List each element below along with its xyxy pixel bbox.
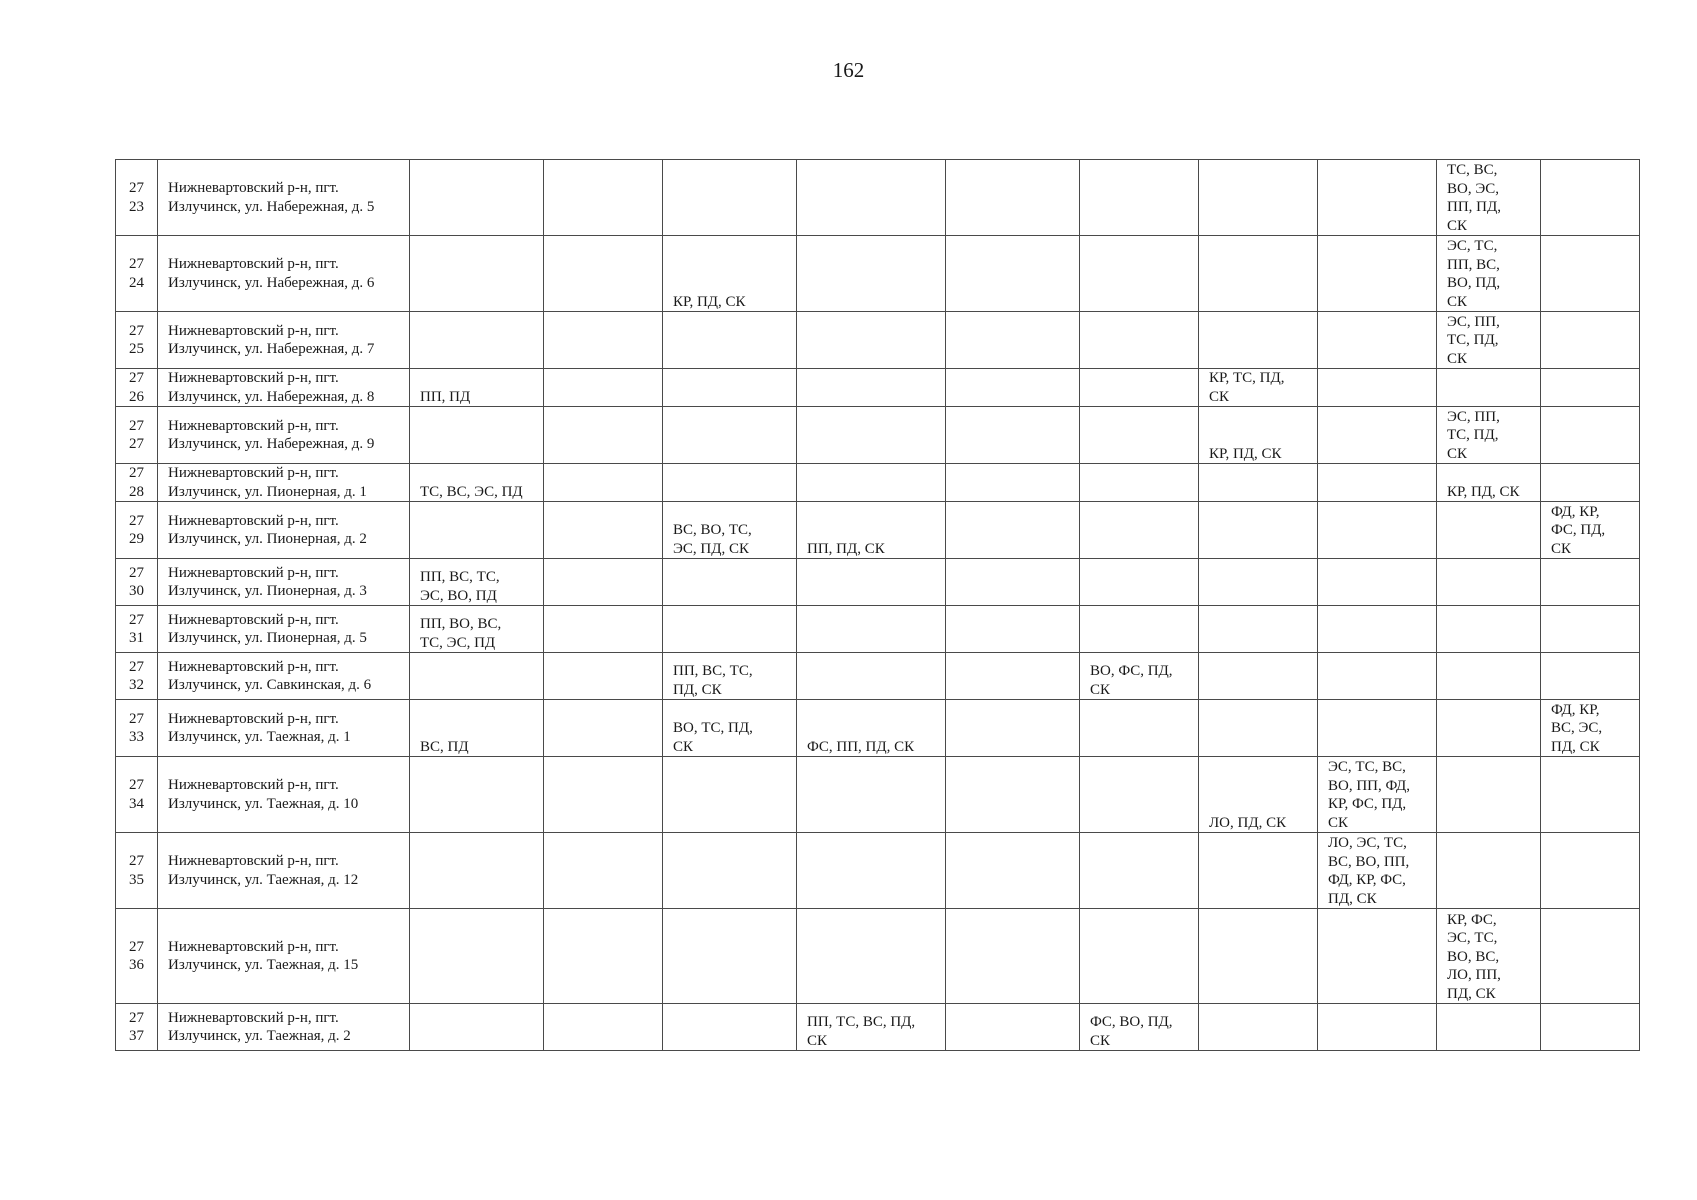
code-cell: ПП, ВС, ТС, ПД, СК — [663, 653, 797, 700]
code-cell: ВО, ФС, ПД, СК — [1080, 653, 1199, 700]
code-cell: ФД, КР, ВС, ЭС, ПД, СК — [1541, 700, 1640, 757]
code-cell — [946, 757, 1080, 833]
address-cell: Нижневартовский р-н, пгт. Излучинск, ул. Набережная, д. 8 — [158, 369, 410, 407]
code-cell: ЛО, ЭС, ТС, ВС, ВО, ПП, ФД, КР, ФС, ПД, СК — [1318, 833, 1437, 909]
code-cell — [946, 700, 1080, 757]
code-cell: ЭС, ПП, ТС, ПД, СК — [1437, 312, 1541, 369]
code-cell — [797, 160, 946, 236]
code-cell: КР, ПД, СК — [663, 236, 797, 312]
row-number: 27 26 — [116, 369, 158, 407]
code-cell — [544, 1004, 663, 1051]
code-cell — [1080, 312, 1199, 369]
table-row — [116, 236, 1640, 312]
code-cell — [410, 502, 544, 559]
code-cell — [1541, 312, 1640, 369]
code-cell — [1080, 236, 1199, 312]
code-cell: ТС, ВС, ВО, ЭС, ПП, ПД, СК — [1437, 160, 1541, 236]
code-cell — [946, 312, 1080, 369]
code-cell — [663, 369, 797, 407]
address-cell: Нижневартовский р-н, пгт. Излучинск, ул. Пионерная, д. 3 — [158, 559, 410, 606]
code-cell — [1437, 700, 1541, 757]
code-cell — [544, 407, 663, 464]
table-row — [116, 312, 1640, 369]
code-cell — [410, 160, 544, 236]
page-number: 162 — [832, 58, 865, 82]
address-cell: Нижневартовский р-н, пгт. Излучинск, ул. Набережная, д. 6 — [158, 236, 410, 312]
code-cell — [663, 909, 797, 1004]
code-cell — [1318, 160, 1437, 236]
code-cell — [797, 312, 946, 369]
code-cell — [1541, 653, 1640, 700]
address-cell: Нижневартовский р-н, пгт. Излучинск, ул. Набережная, д. 7 — [158, 312, 410, 369]
code-cell: ЭС, ТС, ПП, ВС, ВО, ПД, СК — [1437, 236, 1541, 312]
code-cell — [1437, 833, 1541, 909]
code-cell — [1541, 833, 1640, 909]
code-cell — [1541, 909, 1640, 1004]
code-cell — [1199, 653, 1318, 700]
code-cell — [946, 502, 1080, 559]
code-cell — [797, 909, 946, 1004]
code-cell — [410, 1004, 544, 1051]
code-cell — [544, 700, 663, 757]
code-cell: ВО, ТС, ПД, СК — [663, 700, 797, 757]
row-number: 27 27 — [116, 407, 158, 464]
code-cell: ФД, КР, ФС, ПД, СК — [1541, 502, 1640, 559]
code-cell — [1080, 833, 1199, 909]
code-cell — [1080, 606, 1199, 653]
table-row — [116, 757, 1640, 833]
address-cell: Нижневартовский р-н, пгт. Излучинск, ул. Савкинская, д. 6 — [158, 653, 410, 700]
code-cell — [1080, 559, 1199, 606]
row-number: 27 35 — [116, 833, 158, 909]
row-number: 27 31 — [116, 606, 158, 653]
row-number: 27 23 — [116, 160, 158, 236]
table-row — [116, 407, 1640, 464]
table-row — [116, 160, 1640, 236]
code-cell — [946, 606, 1080, 653]
row-number: 27 33 — [116, 700, 158, 757]
code-cell — [1437, 559, 1541, 606]
code-cell — [946, 1004, 1080, 1051]
code-cell — [946, 369, 1080, 407]
code-cell — [544, 909, 663, 1004]
code-cell — [946, 464, 1080, 502]
code-cell — [1437, 502, 1541, 559]
address-cell: Нижневартовский р-н, пгт. Излучинск, ул. Таежная, д. 10 — [158, 757, 410, 833]
table-row — [116, 464, 1640, 502]
code-cell — [1318, 559, 1437, 606]
row-number: 27 25 — [116, 312, 158, 369]
code-cell: ФС, ПП, ПД, СК — [797, 700, 946, 757]
code-cell — [1541, 757, 1640, 833]
code-cell — [410, 757, 544, 833]
code-cell — [1199, 160, 1318, 236]
code-cell — [946, 833, 1080, 909]
code-cell — [1199, 312, 1318, 369]
code-cell — [1318, 312, 1437, 369]
code-cell: КР, ТС, ПД, СК — [1199, 369, 1318, 407]
code-cell — [797, 464, 946, 502]
row-number: 27 32 — [116, 653, 158, 700]
code-cell — [797, 833, 946, 909]
code-cell: ПП, ПД — [410, 369, 544, 407]
code-cell: КР, ПД, СК — [1199, 407, 1318, 464]
row-number: 27 29 — [116, 502, 158, 559]
code-cell — [797, 653, 946, 700]
code-cell — [1080, 909, 1199, 1004]
code-cell: КР, ПД, СК — [1437, 464, 1541, 502]
code-cell — [1080, 160, 1199, 236]
code-cell: КР, ФС, ЭС, ТС, ВО, ВС, ЛО, ПП, ПД, СК — [1437, 909, 1541, 1004]
table-body — [116, 160, 1640, 1051]
code-cell — [1318, 909, 1437, 1004]
code-cell — [797, 236, 946, 312]
code-cell: ЭС, ПП, ТС, ПД, СК — [1437, 407, 1541, 464]
code-cell — [1318, 653, 1437, 700]
code-cell — [410, 407, 544, 464]
code-cell — [1199, 559, 1318, 606]
code-cell — [1080, 407, 1199, 464]
code-cell — [410, 312, 544, 369]
code-cell — [1541, 236, 1640, 312]
code-cell — [1541, 1004, 1640, 1051]
code-cell — [1318, 236, 1437, 312]
code-cell — [797, 606, 946, 653]
row-number: 27 30 — [116, 559, 158, 606]
row-number: 27 28 — [116, 464, 158, 502]
code-cell — [544, 502, 663, 559]
code-cell — [544, 464, 663, 502]
table-row — [116, 653, 1640, 700]
code-cell — [544, 559, 663, 606]
table-row — [116, 369, 1640, 407]
code-cell — [544, 312, 663, 369]
code-cell — [1199, 502, 1318, 559]
table-row — [116, 833, 1640, 909]
code-cell — [1318, 502, 1437, 559]
code-cell — [544, 833, 663, 909]
code-cell — [1318, 464, 1437, 502]
address-cell: Нижневартовский р-н, пгт. Излучинск, ул. Пионерная, д. 5 — [158, 606, 410, 653]
table-row — [116, 909, 1640, 1004]
code-cell — [663, 464, 797, 502]
code-cell: ТС, ВС, ЭС, ПД — [410, 464, 544, 502]
code-cell — [410, 653, 544, 700]
code-cell — [1318, 407, 1437, 464]
code-cell — [410, 909, 544, 1004]
code-cell — [946, 236, 1080, 312]
code-cell — [1541, 407, 1640, 464]
code-cell — [1437, 606, 1541, 653]
code-cell — [1541, 369, 1640, 407]
code-cell — [663, 757, 797, 833]
code-cell: ПП, ВС, ТС, ЭС, ВО, ПД — [410, 559, 544, 606]
code-cell — [1318, 369, 1437, 407]
code-cell — [1437, 1004, 1541, 1051]
code-cell: ПП, ПД, СК — [797, 502, 946, 559]
address-cell: Нижневартовский р-н, пгт. Излучинск, ул. Таежная, д. 12 — [158, 833, 410, 909]
code-cell — [544, 606, 663, 653]
code-cell — [544, 653, 663, 700]
code-cell — [663, 407, 797, 464]
code-cell — [1199, 236, 1318, 312]
code-cell — [1199, 909, 1318, 1004]
code-cell — [544, 160, 663, 236]
code-cell — [1437, 653, 1541, 700]
table-row — [116, 700, 1640, 757]
row-number: 27 37 — [116, 1004, 158, 1051]
code-cell — [1080, 502, 1199, 559]
code-cell — [1080, 369, 1199, 407]
code-cell: ПП, ТС, ВС, ПД, СК — [797, 1004, 946, 1051]
code-cell — [1199, 606, 1318, 653]
code-cell: ЛО, ПД, СК — [1199, 757, 1318, 833]
code-cell — [1080, 464, 1199, 502]
row-number: 27 34 — [116, 757, 158, 833]
registry-table — [115, 159, 1640, 1051]
code-cell — [1318, 606, 1437, 653]
code-cell: ВС, ВО, ТС, ЭС, ПД, СК — [663, 502, 797, 559]
code-cell — [1541, 160, 1640, 236]
code-cell — [946, 407, 1080, 464]
code-cell — [797, 369, 946, 407]
address-cell: Нижневартовский р-н, пгт. Излучинск, ул. Таежная, д. 2 — [158, 1004, 410, 1051]
code-cell — [663, 312, 797, 369]
code-cell: ВС, ПД — [410, 700, 544, 757]
code-cell — [1541, 464, 1640, 502]
address-cell: Нижневартовский р-н, пгт. Излучинск, ул. Набережная, д. 5 — [158, 160, 410, 236]
code-cell — [946, 653, 1080, 700]
code-cell — [410, 833, 544, 909]
address-cell: Нижневартовский р-н, пгт. Излучинск, ул. Пионерная, д. 2 — [158, 502, 410, 559]
code-cell — [1199, 833, 1318, 909]
code-cell: ЭС, ТС, ВС, ВО, ПП, ФД, КР, ФС, ПД, СК — [1318, 757, 1437, 833]
address-cell: Нижневартовский р-н, пгт. Излучинск, ул. Таежная, д. 1 — [158, 700, 410, 757]
code-cell — [663, 833, 797, 909]
code-cell — [544, 236, 663, 312]
code-cell — [1318, 1004, 1437, 1051]
code-cell — [544, 757, 663, 833]
code-cell — [1541, 606, 1640, 653]
code-cell — [410, 236, 544, 312]
code-cell — [946, 909, 1080, 1004]
code-cell — [797, 407, 946, 464]
table-row — [116, 606, 1640, 653]
code-cell — [663, 606, 797, 653]
table-row — [116, 502, 1640, 559]
code-cell — [797, 757, 946, 833]
table-row — [116, 559, 1640, 606]
code-cell — [1318, 700, 1437, 757]
address-cell: Нижневартовский р-н, пгт. Излучинск, ул. Набережная, д. 9 — [158, 407, 410, 464]
address-cell: Нижневартовский р-н, пгт. Излучинск, ул. Пионерная, д. 1 — [158, 464, 410, 502]
code-cell — [1541, 559, 1640, 606]
code-cell — [1437, 369, 1541, 407]
code-cell — [663, 1004, 797, 1051]
row-number: 27 24 — [116, 236, 158, 312]
row-number: 27 36 — [116, 909, 158, 1004]
code-cell — [946, 160, 1080, 236]
code-cell — [946, 559, 1080, 606]
code-cell — [1199, 1004, 1318, 1051]
code-cell: ПП, ВО, ВС, ТС, ЭС, ПД — [410, 606, 544, 653]
code-cell — [797, 559, 946, 606]
address-cell: Нижневартовский р-н, пгт. Излучинск, ул. Таежная, д. 15 — [158, 909, 410, 1004]
code-cell: ФС, ВО, ПД, СК — [1080, 1004, 1199, 1051]
code-cell — [663, 160, 797, 236]
code-cell — [663, 559, 797, 606]
code-cell — [544, 369, 663, 407]
code-cell — [1437, 757, 1541, 833]
table-row — [116, 1004, 1640, 1051]
code-cell — [1080, 700, 1199, 757]
code-cell — [1199, 464, 1318, 502]
code-cell — [1080, 757, 1199, 833]
code-cell — [1199, 700, 1318, 757]
